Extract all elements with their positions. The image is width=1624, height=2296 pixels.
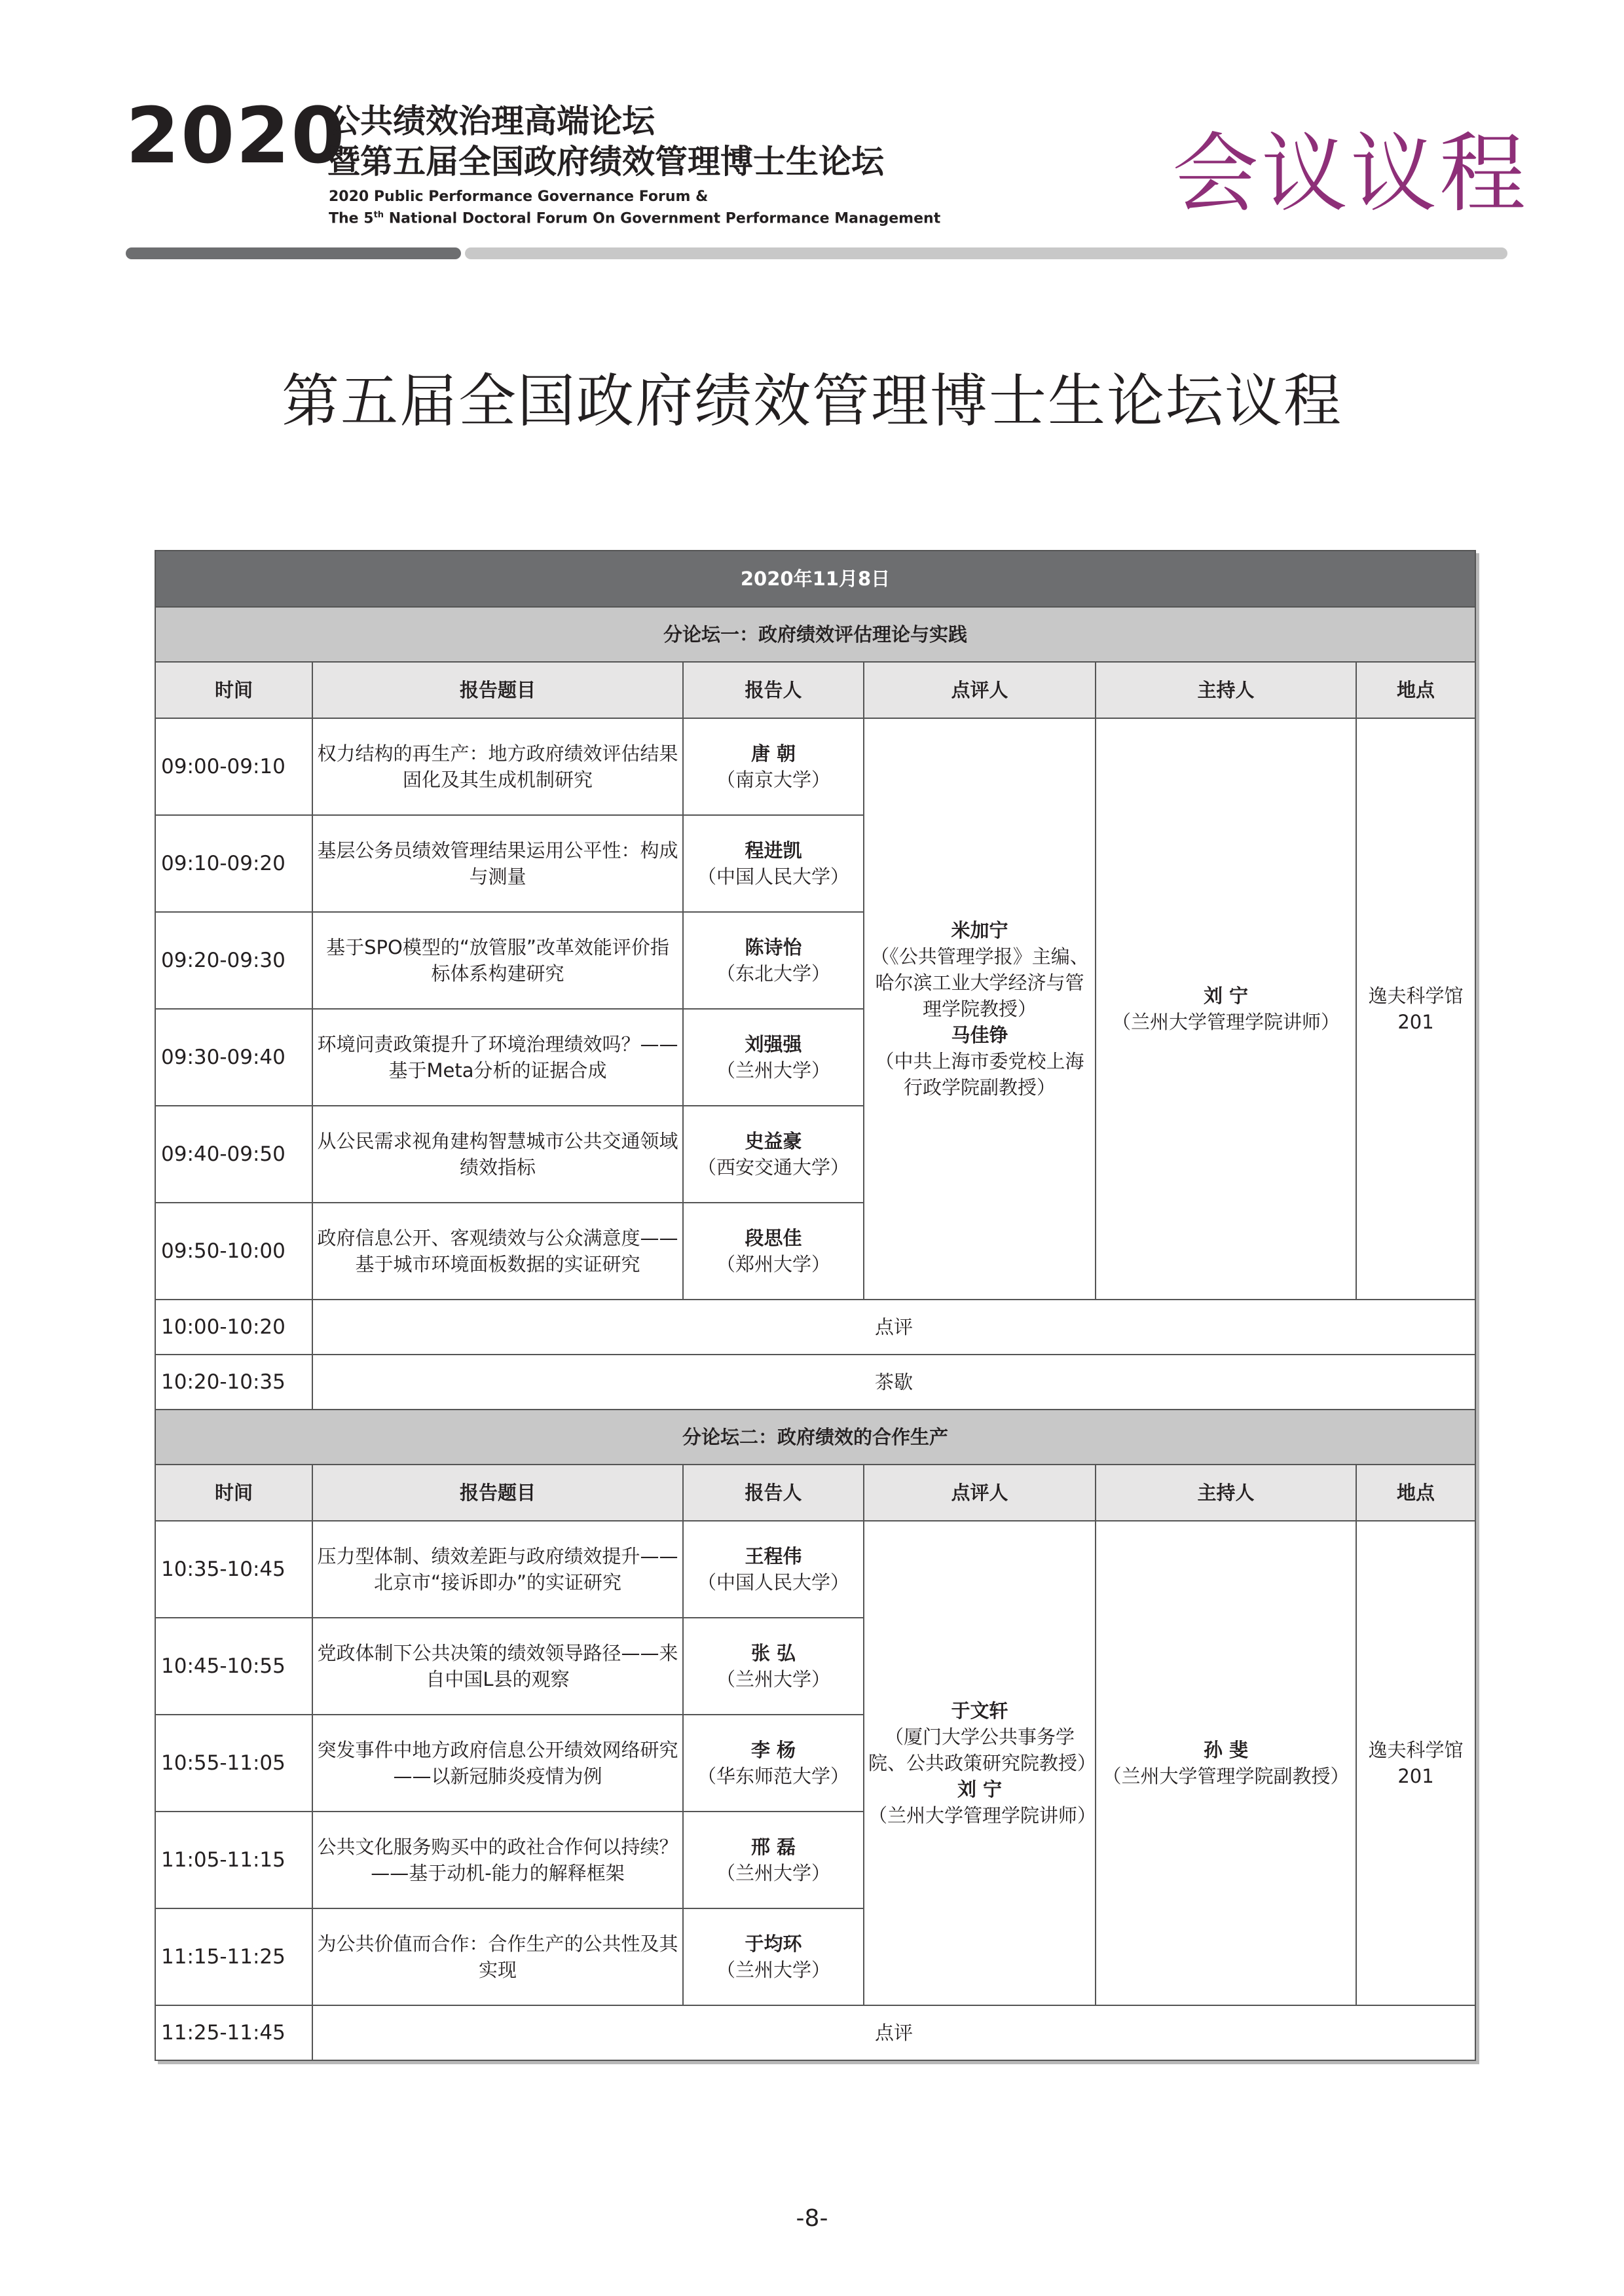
time-cell: 11:25-11:45 [155,2005,312,2060]
header-agenda-label: 会议议程 [1172,124,1528,225]
col-header-commentator: 点评人 [864,662,1096,718]
session-label-cell: 茶歇 [312,1355,1475,1410]
forum2-title: 分论坛二：政府绩效的合作生产 [155,1410,1475,1465]
speaker-name: 王程伟 [745,1544,802,1567]
col-header-time: 时间 [155,662,312,718]
header-divider-light [465,247,1507,259]
time-cell: 11:05-11:15 [155,1812,312,1908]
time-cell: 09:00-09:10 [155,718,312,815]
forum-title-row [155,1410,1475,1465]
speaker-affiliation: （华东师范大学） [697,1765,849,1787]
speaker-cell [683,912,864,1009]
host-cell [1096,718,1356,1300]
host-cell [1096,1521,1356,2005]
speaker-cell [683,1908,864,2005]
commentator-cell [864,1521,1096,2005]
topic-cell: 为公共价值而合作：合作生产的公共性及其实现 [312,1908,683,2005]
agenda-table [155,550,1476,2061]
header-year: 2020 [126,90,346,181]
time-cell: 09:30-09:40 [155,1009,312,1106]
speaker-name: 于均环 [745,1932,802,1955]
speaker-cell [683,718,864,815]
col-header-time: 时间 [155,1465,312,1521]
speaker-cell [683,1812,864,1908]
time-cell: 10:45-10:55 [155,1618,312,1715]
commentator-name: 米加宁 [951,919,1008,941]
col-header-topic: 报告题目 [312,1465,683,1521]
commentator-name: 马佳铮 [951,1024,1008,1046]
time-cell: 09:40-09:50 [155,1106,312,1203]
host-detail: （兰州大学管理学院副教授） [1102,1765,1350,1787]
host-name: 刘 宁 [1203,984,1249,1007]
venue-room: 201 [1397,1011,1434,1033]
topic-cell: 党政体制下公共决策的绩效领导路径——来自中国L县的观察 [312,1618,683,1715]
commentator-cell [864,718,1096,1300]
topic-cell: 公共文化服务购买中的政社合作何以持续？——基于动机-能力的解释框架 [312,1812,683,1908]
speaker-cell [683,1009,864,1106]
commentator-detail: （中共上海市委党校上海行政学院副教授） [875,1050,1084,1099]
speaker-name: 陈诗怡 [745,936,802,958]
speaker-name: 唐 朝 [750,742,796,765]
speaker-name: 史益豪 [745,1129,802,1152]
topic-cell: 权力结构的再生产：地方政府绩效评估结果固化及其生成机制研究 [312,718,683,815]
table-row [155,1355,1475,1410]
speaker-affiliation: （中国人民大学） [697,1571,849,1594]
topic-cell: 从公民需求视角建构智慧城市公共交通领域绩效指标 [312,1106,683,1203]
commentator-name: 刘 宁 [957,1778,1003,1800]
speaker-affiliation: （兰州大学） [716,1059,830,1082]
venue-name: 逸夫科学馆 [1368,1738,1464,1761]
page-title: 第五届全国政府绩效管理博士生论坛议程 [281,367,1342,435]
col-header-speaker: 报告人 [683,1465,864,1521]
speaker-cell [683,1521,864,1618]
venue-name: 逸夫科学馆 [1368,984,1464,1007]
page-number: -8- [796,2205,828,2232]
time-cell: 11:15-11:25 [155,1908,312,2005]
col-header-topic: 报告题目 [312,662,683,718]
time-cell: 10:55-11:05 [155,1715,312,1812]
time-cell: 09:50-10:00 [155,1203,312,1300]
table-row [155,1300,1475,1355]
speaker-name: 刘强强 [745,1032,802,1055]
topic-cell: 突发事件中地方政府信息公开绩效网络研究——以新冠肺炎疫情为例 [312,1715,683,1812]
table-row [155,2005,1475,2060]
header-title-en-line1: 2020 Public Performance Governance Forum & [329,189,709,205]
time-cell: 10:35-10:45 [155,1521,312,1618]
topic-cell: 环境问责政策提升了环境治理绩效吗？——基于Meta分析的证据合成 [312,1009,683,1106]
commentator-detail: （厦门大学公共事务学院、公共政策研究院教授） [868,1725,1097,1774]
host-name: 孙 斐 [1203,1738,1249,1761]
topic-cell: 基层公务员绩效管理结果运用公平性：构成与测量 [312,815,683,912]
col-header-venue: 地点 [1356,662,1475,718]
venue-cell [1356,1521,1475,2005]
en-line2-pre: The 5 [329,210,374,227]
header-title-cn-line1: 公共绩效治理高端论坛 [327,102,655,140]
date-row [155,551,1475,607]
en-line2-sup: th [373,210,384,220]
topic-cell: 基于SPO模型的“放管服”改革效能评价指标体系构建研究 [312,912,683,1009]
header-title-cn-line2: 暨第五届全国政府绩效管理博士生论坛 [327,143,884,181]
time-cell: 10:00-10:20 [155,1300,312,1355]
speaker-cell [683,1715,864,1812]
speaker-name: 李 杨 [750,1738,796,1761]
speaker-affiliation: （南京大学） [716,769,830,791]
speaker-cell [683,1106,864,1203]
forum-title-row [155,607,1475,662]
col-header-commentator: 点评人 [864,1465,1096,1521]
header-divider-dark [126,247,461,259]
commentator-detail: （兰州大学管理学院讲师） [868,1804,1097,1827]
speaker-name: 张 弘 [750,1641,796,1664]
speaker-affiliation: （兰州大学） [716,1959,830,1981]
speaker-cell [683,815,864,912]
host-detail: （兰州大学管理学院讲师） [1111,1011,1340,1033]
speaker-affiliation: （郑州大学） [716,1253,830,1275]
column-header-row [155,1465,1475,1521]
venue-room: 201 [1397,1765,1434,1787]
column-header-row [155,662,1475,718]
speaker-cell [683,1203,864,1300]
table-row [155,718,1475,815]
topic-cell: 政府信息公开、客观绩效与公众满意度——基于城市环境面板数据的实证研究 [312,1203,683,1300]
header-title-en-line2 [329,211,940,226]
topic-cell: 压力型体制、绩效差距与政府绩效提升——北京市“接诉即办”的实证研究 [312,1521,683,1618]
session-label-cell: 点评 [312,2005,1475,2060]
table-row [155,1521,1475,1618]
col-header-venue: 地点 [1356,1465,1475,1521]
speaker-name: 段思佳 [745,1226,802,1249]
speaker-name: 邢 磊 [750,1835,796,1858]
speaker-affiliation: （中国人民大学） [697,866,849,888]
en-line2-post: National Doctoral Forum On Government Performance Management [384,210,941,227]
speaker-name: 程进凯 [745,839,802,862]
commentator-name: 于文轩 [951,1699,1008,1722]
col-header-host: 主持人 [1096,662,1356,718]
time-cell: 09:10-09:20 [155,815,312,912]
venue-cell [1356,718,1475,1300]
speaker-cell [683,1618,864,1715]
time-cell: 09:20-09:30 [155,912,312,1009]
speaker-affiliation: （兰州大学） [716,1862,830,1884]
date-cell: 2020年11月8日 [155,551,1475,607]
session-label-cell: 点评 [312,1300,1475,1355]
speaker-affiliation: （东北大学） [716,962,830,985]
commentator-detail: （《公共管理学报》主编、哈尔滨工业大学经济与管理学院教授） [870,945,1089,1020]
forum1-title: 分论坛一：政府绩效评估理论与实践 [155,607,1475,662]
speaker-affiliation: （兰州大学） [716,1668,830,1690]
col-header-host: 主持人 [1096,1465,1356,1521]
time-cell: 10:20-10:35 [155,1355,312,1410]
col-header-speaker: 报告人 [683,662,864,718]
speaker-affiliation: （西安交通大学） [697,1156,849,1178]
